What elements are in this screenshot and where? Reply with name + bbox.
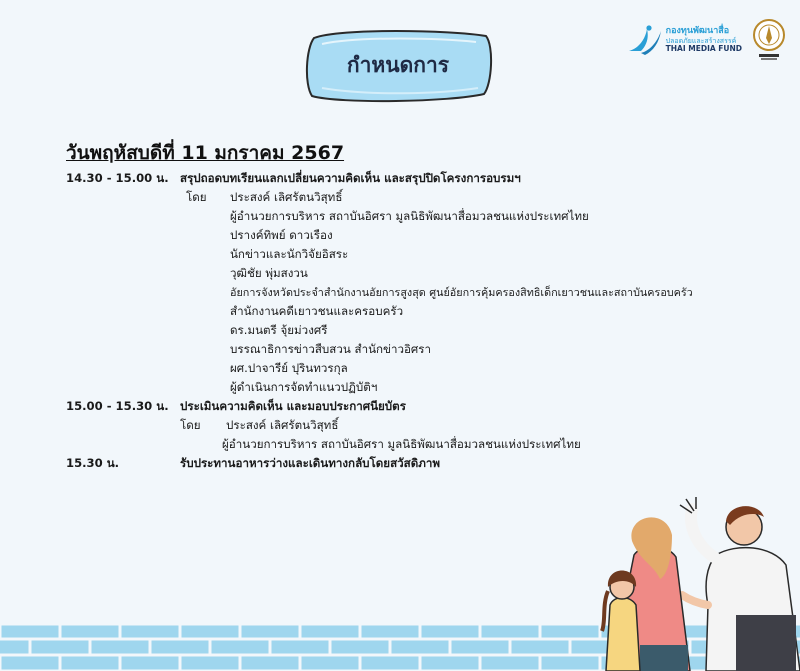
speaker-line: ผู้อำนวยการบริหาร สถาบันอิศรา มูลนิธิพัฒนาสื่อมวลชนแห่งประเทศไทย bbox=[222, 437, 581, 451]
fund-name-english: THAI MEDIA FUND bbox=[665, 43, 742, 53]
schedule-title-2: ประเมินความคิดเห็น และมอบประกาศนียบัตร bbox=[180, 399, 406, 413]
fund-tagline-thai: ปลอดภัยและสร้างสรรค์ bbox=[665, 36, 737, 45]
schedule-title-1: สรุปถอดบทเรียนแลกเปลี่ยนความคิดเห็น และสรุปปิดโครงการอบรมฯ bbox=[180, 171, 521, 185]
speaker-line: บรรณาธิการข่าวสืบสวน สำนักข่าวอิศรา bbox=[230, 342, 432, 356]
date-heading: วันพฤหัสบดีที่ 11 มกราคม 2567 bbox=[66, 142, 345, 164]
by-label-2: โดย bbox=[180, 418, 201, 432]
speaker-line: ปรางค์ทิพย์ ดาวเรือง bbox=[230, 228, 333, 242]
speaker-line: ประสงค์ เลิศรัตนวิสุทธิ์ bbox=[226, 418, 339, 432]
speaker-line: ผศ.ปาจารีย์ ปุรินทวรกุล bbox=[230, 361, 348, 375]
speaker-line: ดร.มนตรี จุ้ยม่วงศรี bbox=[230, 323, 328, 337]
thai-media-fund-logo bbox=[627, 23, 742, 57]
isra-institute-logo bbox=[752, 18, 786, 62]
speaker-line: ประสงค์ เลิศรัตนวิสุทธิ์ bbox=[230, 190, 343, 204]
schedule-title-3: รับประทานอาหารว่างและเดินทางกลับโดยสวัสดิภาพ bbox=[180, 456, 441, 470]
speaker-line: สำนักงานคดีเยาวชนและครอบครัว bbox=[230, 304, 404, 318]
child-figure bbox=[602, 571, 640, 671]
page-title: กำหนดการ bbox=[346, 52, 450, 77]
bird-icon bbox=[627, 23, 663, 57]
schedule-time-3: 15.30 น. bbox=[66, 456, 120, 470]
speaker-line: นักข่าวและนักวิจัยอิสระ bbox=[230, 247, 349, 261]
fund-name-thai: กองทุนพัฒนาสื่อ bbox=[665, 26, 730, 37]
man-figure bbox=[680, 497, 800, 671]
by-label-1: โดย bbox=[186, 190, 207, 204]
isra-institute-seal-icon bbox=[752, 18, 786, 62]
speaker-line: วุฒิชัย พุ่มสงวน bbox=[230, 266, 308, 280]
speaker-line: ผู้ดำเนินการจัดทำแนวปฏิบัติฯ bbox=[230, 380, 378, 394]
title-banner bbox=[300, 24, 496, 106]
family-conflict-illustration bbox=[596, 495, 800, 671]
logos bbox=[627, 18, 786, 62]
schedule-time-1: 14.30 - 15.00 น. bbox=[66, 171, 169, 185]
speaker-line: ผู้อำนวยการบริหาร สถาบันอิศรา มูลนิธิพัฒนาสื่อมวลชนแห่งประเทศไทย bbox=[230, 209, 589, 223]
speaker-line: อัยการจังหวัดประจำสำนักงานอัยการสูงสุด ศูนย์อัยการคุ้มครองสิทธิเด็กเยาวชนและสถาบันครอบครัว bbox=[230, 286, 693, 299]
schedule-time-2: 15.00 - 15.30 น. bbox=[66, 399, 169, 413]
